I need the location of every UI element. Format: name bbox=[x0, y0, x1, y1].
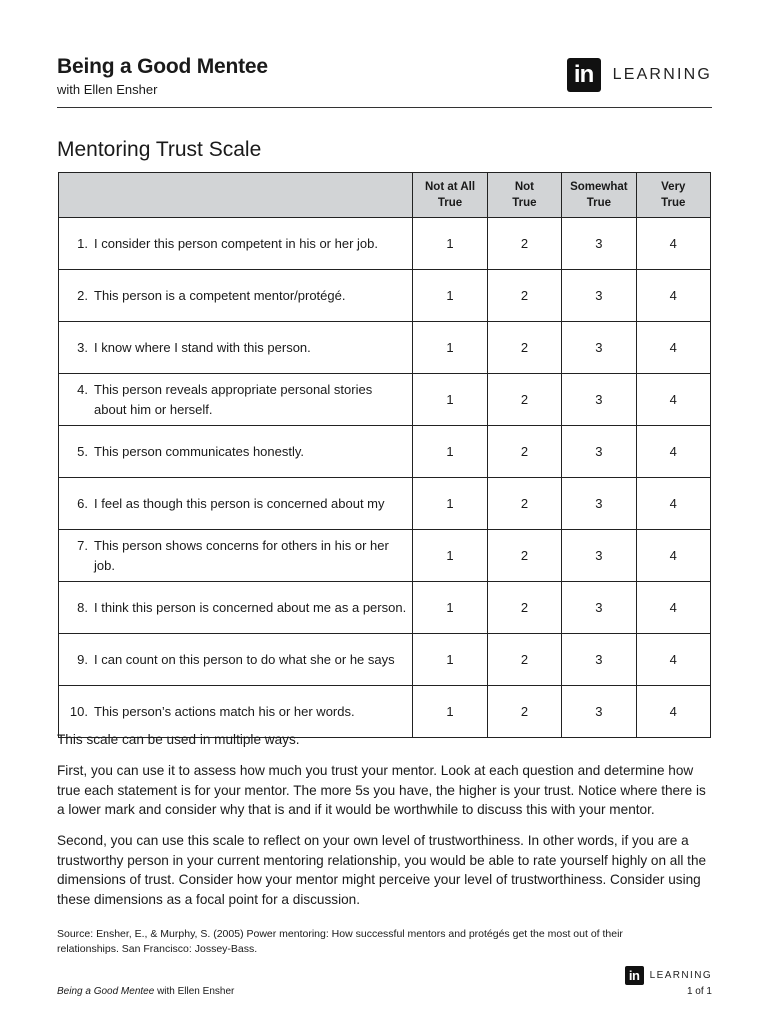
column-header-label: Not True bbox=[512, 181, 537, 209]
footer-logo-wordmark: LEARNING bbox=[649, 970, 712, 981]
document-title: Mentoring Trust Scale bbox=[57, 138, 262, 162]
rating-cell: 1 bbox=[413, 218, 487, 270]
linkedin-in-icon: in bbox=[625, 966, 644, 985]
footer-logo bbox=[625, 966, 712, 985]
statement-text: I think this person is concerned about me as a person. bbox=[94, 599, 407, 615]
document-page bbox=[57, 0, 712, 1024]
column-header-label: Not at All True bbox=[424, 181, 476, 209]
statement-number: 4. bbox=[77, 381, 88, 397]
course-title: Being a Good Mentee bbox=[57, 55, 268, 78]
statement-cell bbox=[59, 530, 413, 582]
rating-cell: 4 bbox=[636, 218, 710, 270]
column-header-not-true bbox=[487, 173, 561, 218]
table-row bbox=[59, 582, 711, 634]
statement bbox=[68, 536, 406, 576]
table-row bbox=[59, 374, 711, 426]
statement-cell bbox=[59, 582, 413, 634]
rating-cell: 2 bbox=[487, 374, 561, 426]
statement bbox=[68, 650, 406, 670]
rating-cell: 4 bbox=[636, 582, 710, 634]
statement-text: I know where I stand with this person. bbox=[94, 339, 311, 355]
rating-cell: 1 bbox=[413, 478, 487, 530]
author-line: with Ellen Ensher bbox=[57, 82, 158, 97]
rating-cell: 1 bbox=[413, 530, 487, 582]
linkedin-in-icon: in bbox=[567, 58, 601, 92]
second-use-paragraph: Second, you can use this scale to reflect on your own level of trustworthiness. In other words, if you are a trustworthy person in your current mentoring relationship, you would be able to rate yourself highly on all the dimensions of trust. Consider how your mentor might perceive your level of trustworthiness. Consider using these dimensions as a focal point for a discussion. bbox=[57, 833, 707, 907]
column-header-statement bbox=[59, 173, 413, 218]
statement-text: I feel as though this person is concerned about my bbox=[94, 495, 385, 511]
statement-text: I consider this person competent in his or her job. bbox=[94, 235, 378, 251]
footer-course-credit bbox=[57, 986, 234, 997]
rating-cell: 3 bbox=[562, 530, 636, 582]
page-number: 1 of 1 bbox=[686, 986, 712, 997]
rating-cell: 2 bbox=[487, 478, 561, 530]
rating-cell: 3 bbox=[562, 634, 636, 686]
statement-number: 7. bbox=[77, 537, 88, 553]
statement bbox=[68, 338, 406, 358]
rating-cell: 4 bbox=[636, 270, 710, 322]
rating-cell: 2 bbox=[487, 634, 561, 686]
statement-number: 10. bbox=[69, 703, 88, 719]
column-header-very-true bbox=[636, 173, 710, 218]
rating-cell: 1 bbox=[413, 634, 487, 686]
rating-cell: 1 bbox=[413, 582, 487, 634]
rating-cell: 2 bbox=[487, 218, 561, 270]
statement-cell bbox=[59, 218, 413, 270]
statement-cell bbox=[59, 270, 413, 322]
table-row bbox=[59, 322, 711, 374]
rating-cell: 3 bbox=[562, 374, 636, 426]
statement-number: 1. bbox=[77, 235, 88, 251]
rating-cell: 4 bbox=[636, 478, 710, 530]
statement-number: 6. bbox=[77, 495, 88, 511]
statement bbox=[68, 598, 406, 618]
source-citation: Source: Ensher, E., & Murphy, S. (2005) Power mentoring: How successful mentors and protégés get the most out of their relationships. San Francisco: Jossey-Bass. bbox=[57, 928, 623, 955]
statement-cell bbox=[59, 634, 413, 686]
statement-number: 8. bbox=[77, 599, 88, 615]
statement bbox=[68, 234, 406, 254]
statement-text: This person is a competent mentor/protégé. bbox=[94, 287, 346, 303]
statement bbox=[68, 286, 406, 306]
statement-text: This person communicates honestly. bbox=[94, 443, 305, 459]
rating-cell: 3 bbox=[562, 582, 636, 634]
footer-course-title: Being a Good Mentee bbox=[57, 986, 155, 997]
table-row bbox=[59, 218, 711, 270]
statement-text: I can count on this person to do what she or he says bbox=[94, 651, 395, 667]
statement bbox=[68, 442, 406, 462]
table-row bbox=[59, 530, 711, 582]
table-header-row bbox=[59, 173, 711, 218]
rating-cell: 4 bbox=[636, 530, 710, 582]
statement-number: 9. bbox=[77, 651, 88, 667]
column-header-label: Somewhat True bbox=[570, 181, 628, 209]
rating-cell: 4 bbox=[636, 634, 710, 686]
table-row bbox=[59, 270, 711, 322]
header-divider bbox=[57, 107, 712, 108]
linkedin-learning-logo bbox=[567, 58, 712, 92]
column-header-somewhat-true bbox=[562, 173, 636, 218]
intro-paragraph: This scale can be used in multiple ways. bbox=[57, 732, 300, 747]
statement-cell bbox=[59, 426, 413, 478]
rating-cell: 2 bbox=[487, 582, 561, 634]
rating-cell: 1 bbox=[413, 686, 487, 738]
statement-number: 5. bbox=[77, 443, 88, 459]
rating-cell: 1 bbox=[413, 374, 487, 426]
rating-cell: 3 bbox=[562, 270, 636, 322]
table-row bbox=[59, 634, 711, 686]
statement-text: This person reveals appropriate personal stories about him or herself. bbox=[94, 381, 373, 417]
table-row bbox=[59, 426, 711, 478]
statement bbox=[68, 380, 406, 420]
rating-cell: 1 bbox=[413, 270, 487, 322]
statement-number: 3. bbox=[77, 339, 88, 355]
statement-cell bbox=[59, 478, 413, 530]
column-header-label: Very True bbox=[661, 181, 686, 209]
statement-cell bbox=[59, 322, 413, 374]
rating-cell: 1 bbox=[413, 322, 487, 374]
trust-scale-table bbox=[58, 172, 711, 738]
statement-number: 2. bbox=[77, 287, 88, 303]
column-header-not-at-all-true bbox=[413, 173, 487, 218]
rating-cell: 3 bbox=[562, 686, 636, 738]
statement bbox=[68, 494, 406, 514]
rating-cell: 4 bbox=[636, 426, 710, 478]
rating-cell: 2 bbox=[487, 530, 561, 582]
first-use-paragraph: First, you can use it to assess how much you trust your mentor. Look at each question and determine how true each statement is for your mentor. The more 5s you have, the higher is your trust. Notice where there is a lower mark and consider why that is and if it would be worthwhile to discuss this with your mentor. bbox=[57, 763, 706, 817]
rating-cell: 4 bbox=[636, 374, 710, 426]
rating-cell: 2 bbox=[487, 270, 561, 322]
rating-cell: 3 bbox=[562, 322, 636, 374]
statement bbox=[68, 702, 406, 722]
statement-cell bbox=[59, 374, 413, 426]
table-row bbox=[59, 478, 711, 530]
statement-text: This person’s actions match his or her words. bbox=[94, 703, 355, 719]
statement-text: This person shows concerns for others in his or her job. bbox=[94, 537, 389, 573]
rating-cell: 2 bbox=[487, 322, 561, 374]
footer-author: with Ellen Ensher bbox=[154, 986, 235, 997]
rating-cell: 2 bbox=[487, 686, 561, 738]
rating-cell: 4 bbox=[636, 322, 710, 374]
rating-cell: 3 bbox=[562, 218, 636, 270]
rating-cell: 2 bbox=[487, 426, 561, 478]
logo-wordmark: LEARNING bbox=[612, 66, 712, 83]
rating-cell: 1 bbox=[413, 426, 487, 478]
rating-cell: 3 bbox=[562, 478, 636, 530]
rating-cell: 3 bbox=[562, 426, 636, 478]
rating-cell: 4 bbox=[636, 686, 710, 738]
